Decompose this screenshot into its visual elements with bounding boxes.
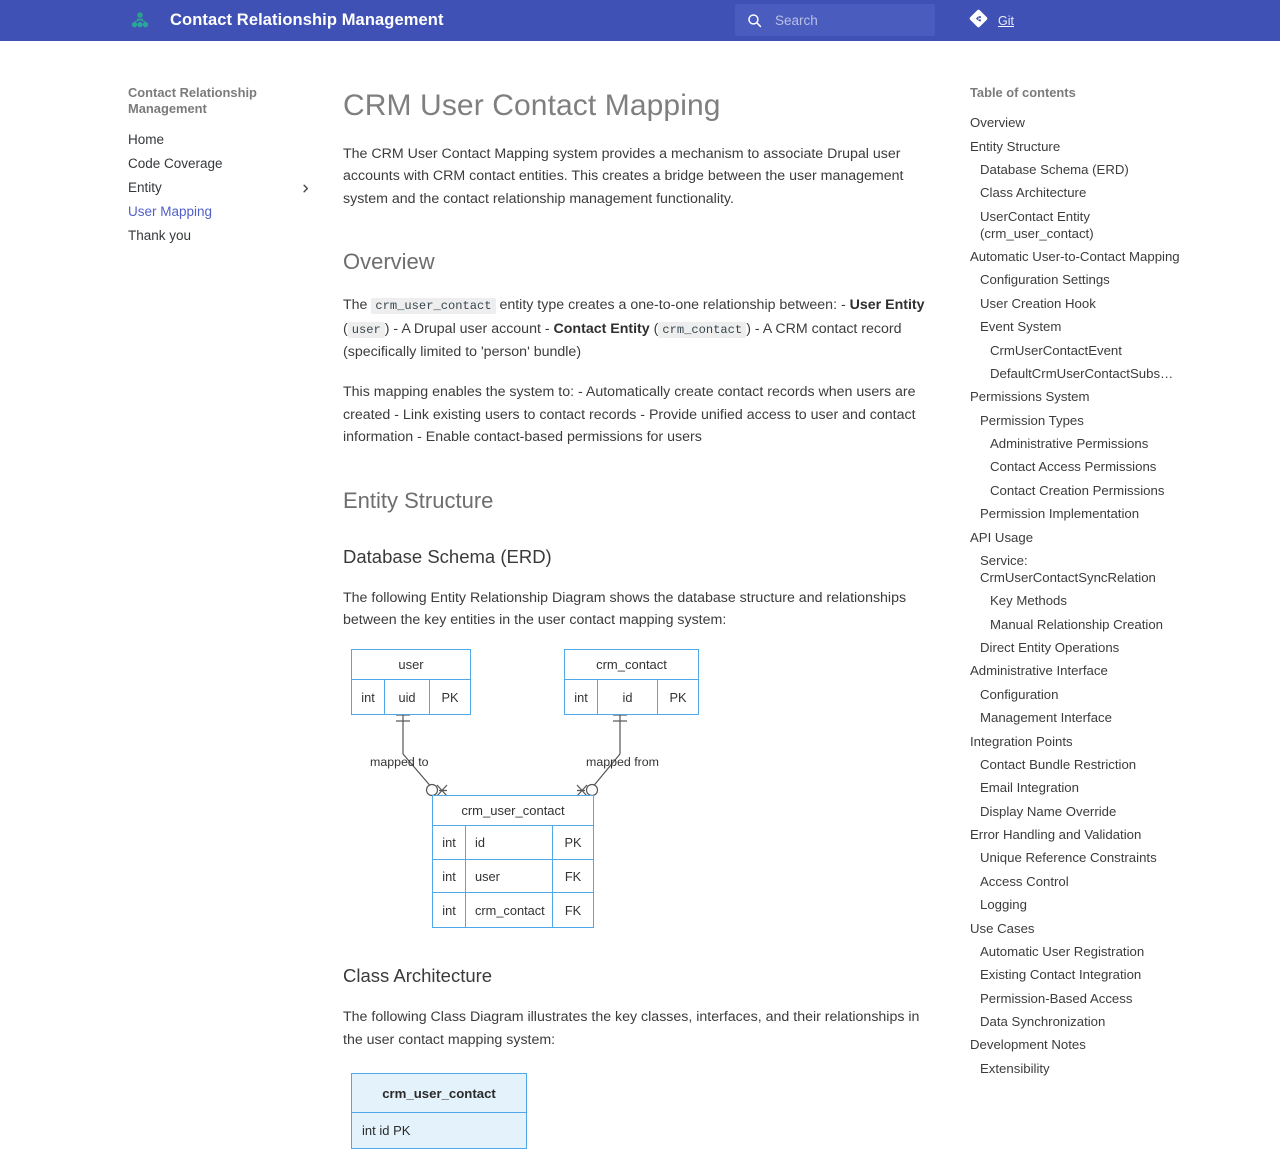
heading-entity-structure: Entity Structure [343, 487, 494, 513]
toc-item[interactable]: Permission Implementation [980, 506, 1140, 522]
erd-entity-user [351, 649, 471, 715]
code-crm-user-contact: crm_user_contact [371, 298, 495, 314]
sidebar-item-label: Thank you [128, 228, 192, 243]
class-diagram [343, 1073, 943, 1149]
sidebar-item-label: Entity [128, 180, 162, 195]
toc-item[interactable]: Direct Entity Operations [980, 640, 1120, 656]
toc-item[interactable]: Permission Types [980, 412, 1084, 428]
erd-label-mapped-from: mapped from [586, 755, 660, 770]
sidebar-item-label: User Mapping [128, 204, 213, 219]
erd-label-mapped-to: mapped to [370, 755, 429, 770]
erd-cuc-type-2: int [433, 893, 466, 927]
sidebar-item-entity[interactable] [128, 176, 323, 200]
erd-cuc-type-0: int [433, 826, 466, 859]
git-logo-glyph [968, 8, 989, 29]
heading-overview: Overview [343, 249, 435, 275]
toc-item[interactable]: Logging [980, 897, 1027, 913]
toc-item[interactable]: Automatic User-to-Contact Mapping [970, 249, 1180, 265]
sidebar-item-user-mapping[interactable] [128, 200, 323, 224]
class-arch-intro-paragraph: The following Class Diagram illustrates the key classes, interfaces, and their relationships in the user contact mapping system: [343, 1009, 920, 1048]
ovw-bold-user-entity: User Entity [849, 297, 925, 314]
toc-item[interactable]: DefaultCrmUserContactSubs… [990, 365, 1174, 381]
overview-paragraph-2: This mapping enables the system to: - Automatically create contact records when users are created - Link existing users to contact records - Provide unified access to user and contact information - Enable contact-based permissions for users [343, 384, 916, 446]
class-box-crm-user-contact [351, 1073, 527, 1149]
toc-item[interactable]: Management Interface [980, 710, 1112, 726]
erd-cuc-field-0: id [466, 826, 553, 859]
erd-crmcontact-type: int [565, 680, 598, 714]
toc-item[interactable]: Email Integration [980, 780, 1079, 796]
toc-item[interactable]: Manual Relationship Creation [990, 616, 1164, 632]
erd-cuc-row-2 [433, 893, 593, 927]
toc-item[interactable]: Administrative Interface [970, 663, 1108, 679]
erd-crmcontact-key: PK [669, 689, 687, 705]
search-icon [746, 12, 763, 29]
toc-item[interactable]: API Usage [970, 529, 1034, 545]
sidebar-item-label: Code Coverage [128, 156, 223, 171]
toc-item[interactable]: User Creation Hook [980, 295, 1096, 311]
toc-item[interactable]: Error Handling and Validation [970, 827, 1142, 843]
toc-item[interactable]: Administrative Permissions [990, 436, 1149, 452]
erd-entity-crm-contact [564, 649, 699, 715]
erd-intro-paragraph: The following Entity Relationship Diagram shows the database structure and relationships between the key entities in the user contact mapping system: [343, 589, 907, 629]
toc-item[interactable]: Integration Points [970, 733, 1073, 749]
toc-item[interactable]: Unique Reference Constraints [980, 850, 1157, 866]
toc-item[interactable]: Event System [980, 319, 1062, 335]
repository-link[interactable] [968, 0, 1014, 41]
toc-title: Table of contents [970, 85, 1076, 100]
heading-database-schema: Database Schema (ERD) [343, 545, 552, 567]
erd-entity-crm-contact-row [565, 680, 698, 714]
erd-cuc-field-1: user [466, 860, 553, 893]
erd-user-type: int [352, 680, 385, 714]
code-crm-contact: crm_contact [658, 322, 746, 338]
toc-item[interactable]: Data Synchronization [980, 1014, 1106, 1030]
ovw-text-d: ) - A Drupal user account - [384, 320, 554, 337]
toc-item[interactable]: Display Name Override [980, 803, 1117, 819]
toc-item[interactable]: Contact Bundle Restriction [980, 756, 1137, 772]
toc-item[interactable]: Permission-Based Access [980, 990, 1133, 1006]
site-logo-icon[interactable] [128, 9, 152, 33]
sidebar-item-thank-you[interactable] [128, 224, 323, 248]
class-box-members [352, 1113, 526, 1148]
chevron-right-icon[interactable] [300, 183, 311, 194]
site-header [0, 0, 1280, 41]
toc-item[interactable]: Existing Contact Integration [980, 967, 1142, 983]
search-box[interactable] [735, 4, 935, 36]
erd-cuc-row-0 [433, 826, 593, 860]
toc-item[interactable]: Database Schema (ERD) [980, 161, 1129, 177]
erd-entity-crm-contact-name: crm_contact [565, 650, 698, 680]
intro-paragraph: The CRM User Contact Mapping system provides a mechanism to associate Drupal user accounts with CRM contact entities. This creates a bridge between the user management system and the contact relationship management functionality. [343, 146, 904, 207]
class-box-title: crm_user_contact [352, 1074, 526, 1113]
primary-navigation [128, 85, 323, 248]
erd-cuc-row-1 [433, 860, 593, 894]
toc-item[interactable]: Development Notes [970, 1037, 1086, 1053]
erd-user-key: PK [441, 689, 459, 705]
toc-item[interactable]: Overview [970, 115, 1025, 131]
toc-item[interactable]: Contact Creation Permissions [990, 482, 1165, 498]
erd-crmcontact-field: id [598, 680, 658, 714]
ovw-text-a: The [343, 297, 372, 314]
search-input[interactable] [775, 13, 915, 28]
sidebar-item-label: Home [128, 132, 165, 147]
ovw-text-c: ( [343, 320, 348, 337]
toc-item[interactable]: Configuration Settings [980, 272, 1110, 288]
erd-entity-crm-user-contact-name: crm_user_contact [433, 796, 593, 826]
erd-cuc-type-1: int [433, 860, 466, 893]
git-icon [968, 8, 989, 34]
nav-section-title: Contact Relationship Management [128, 85, 257, 116]
toc-item[interactable]: Permissions System [970, 389, 1090, 405]
ovw-text-e: ( [649, 320, 659, 337]
toc-item[interactable]: UserContact Entity (crm_user_contact) [980, 208, 1094, 241]
toc-item[interactable]: Configuration [980, 686, 1059, 702]
page-body [0, 41, 1280, 1139]
heading-class-architecture: Class Architecture [343, 965, 493, 987]
erd-entity-crm-user-contact [432, 795, 594, 928]
ovw-bold-contact-entity: Contact Entity [553, 320, 650, 337]
class-member-0: int id PK [362, 1123, 411, 1139]
toc-item[interactable]: Service: CrmUserContactSyncRelation [980, 552, 1156, 585]
toc-item[interactable]: Automatic User Registration [980, 943, 1145, 959]
code-user: user [348, 322, 385, 338]
toc-item[interactable]: Contact Access Permissions [990, 459, 1157, 475]
ovw-text-b: entity type creates a one-to-one relationship between: - [495, 297, 850, 314]
erd-user-field: uid [385, 680, 430, 714]
erd-diagram [343, 649, 943, 934]
erd-entity-user-name: user [352, 650, 470, 680]
sidebar-item-home[interactable] [128, 128, 323, 152]
toc-item[interactable]: CrmUserContactEvent [990, 342, 1122, 358]
erd-cuc-key-0: PK [564, 835, 582, 851]
page-title: CRM User Contact Mapping [343, 89, 721, 122]
table-of-contents [970, 85, 1180, 1080]
erd-cuc-key-1: FK [564, 868, 582, 884]
erd-cuc-key-2: FK [564, 902, 582, 918]
toc-item[interactable]: Key Methods [990, 593, 1067, 609]
toc-item[interactable]: Class Architecture [980, 185, 1087, 201]
toc-item[interactable]: Extensibility [980, 1060, 1050, 1076]
site-title: Contact Relationship Management [170, 11, 444, 29]
ovw-text-f: ) - A CRM contact record (specifically limited to 'person' bundle) [343, 320, 902, 361]
toc-item[interactable]: Use Cases [970, 920, 1035, 936]
erd-cuc-field-2: crm_contact [466, 893, 553, 927]
overview-paragraph-1 [343, 294, 943, 363]
repository-label: Git [998, 13, 1014, 28]
sidebar-item-code-coverage[interactable] [128, 152, 323, 176]
toc-item[interactable]: Entity Structure [970, 138, 1061, 154]
site-logo-glyph [129, 10, 151, 32]
main-content [343, 41, 943, 1149]
erd-entity-user-row [352, 680, 470, 714]
toc-item[interactable]: Access Control [980, 873, 1069, 889]
